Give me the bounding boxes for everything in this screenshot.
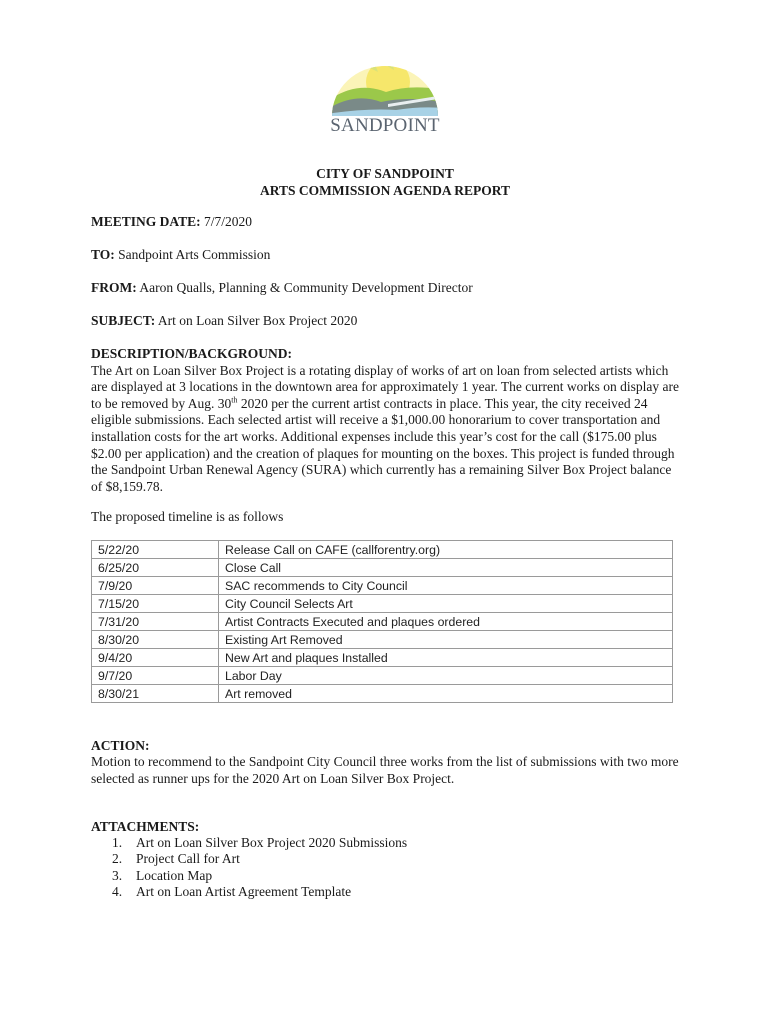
timeline-event: Close Call bbox=[219, 559, 673, 577]
list-item-number: 2. bbox=[112, 851, 123, 867]
timeline-date: 7/15/20 bbox=[92, 595, 219, 613]
logo-wordmark: SANDPOINT bbox=[330, 115, 440, 136]
timeline-event: Release Call on CAFE (callforentry.org) bbox=[219, 541, 673, 559]
table-row bbox=[92, 631, 673, 649]
timeline-date: 8/30/21 bbox=[92, 685, 219, 703]
action-heading bbox=[91, 738, 150, 754]
sandpoint-landscape-icon bbox=[326, 62, 444, 118]
list-item-text: Project Call for Art bbox=[136, 851, 240, 867]
list-item-text: Art on Loan Silver Box Project 2020 Submissions bbox=[136, 835, 408, 850]
list-item bbox=[112, 868, 407, 884]
description-text-2: 2020 per the current artist contracts in place. This year, the city received 24 eligible submissions. Each selected artist will receive a $1,000.00 honorarium to cover transportation and installation costs for the art works. Additional expenses include this year’s cost for the call ($175.00 plus $2.00 per application) and the creation of plaques for mounting on the boxes. This project is funded through the Sandpoint Urban Renewal Agency (SURA) which currently has a remaining Silver Box Project balance of $8,159.78. bbox=[91, 395, 675, 494]
to-label: TO: bbox=[91, 247, 115, 262]
timeline-date: 7/9/20 bbox=[92, 577, 219, 595]
table-row bbox=[92, 595, 673, 613]
timeline-date: 9/7/20 bbox=[92, 667, 219, 685]
timeline-event: Art removed bbox=[219, 685, 673, 703]
subject-value: Art on Loan Silver Box Project 2020 bbox=[157, 313, 358, 328]
table-row bbox=[92, 685, 673, 703]
timeline-event: City Council Selects Art bbox=[219, 595, 673, 613]
list-item bbox=[112, 851, 407, 867]
timeline-intro: The proposed timeline is as follows bbox=[91, 509, 284, 524]
table-row bbox=[92, 613, 673, 631]
table-row bbox=[92, 649, 673, 667]
description-text-1: The Art on Loan Silver Box Project is a rotating display of works of art on loan from selected artists which are displayed at 3 locations in the downtown area for approximately 1 year. The current works on display are to be removed by Aug. 30 bbox=[91, 362, 679, 411]
from-value: Aaron Qualls, Planning & Community Development Director bbox=[139, 280, 473, 295]
table-row bbox=[92, 559, 673, 577]
timeline-date: 8/30/20 bbox=[92, 631, 219, 649]
list-item-number: 3. bbox=[112, 867, 123, 883]
timeline-date: 9/4/20 bbox=[92, 649, 219, 667]
timeline-table bbox=[91, 540, 673, 703]
table-row bbox=[92, 541, 673, 559]
from-label: FROM: bbox=[91, 280, 137, 295]
subject-label: SUBJECT: bbox=[91, 313, 156, 328]
attachments-heading-text: ATTACHMENTS: bbox=[91, 819, 200, 834]
meeting-date bbox=[91, 214, 252, 230]
list-item-text: Art on Loan Artist Agreement Template bbox=[136, 884, 352, 900]
timeline-date: 6/25/20 bbox=[92, 559, 219, 577]
list-item bbox=[112, 884, 407, 900]
meeting-date-label: MEETING DATE: bbox=[91, 214, 201, 229]
timeline-event: SAC recommends to City Council bbox=[219, 577, 673, 595]
to-value: Sandpoint Arts Commission bbox=[118, 247, 271, 262]
header-city: CITY OF SANDPOINT bbox=[316, 166, 454, 181]
description-heading: DESCRIPTION/BACKGROUND: bbox=[91, 346, 293, 361]
to-line bbox=[91, 247, 270, 263]
action-heading-text: ACTION: bbox=[91, 738, 150, 753]
list-item-number: 4. bbox=[112, 884, 123, 900]
header-report-title: ARTS COMMISSION AGENDA REPORT bbox=[260, 183, 510, 198]
from-line bbox=[91, 280, 473, 296]
table-row bbox=[92, 667, 673, 685]
sandpoint-logo bbox=[326, 62, 444, 140]
timeline-event: Artist Contracts Executed and plaques ordered bbox=[219, 613, 673, 631]
attachments-heading bbox=[91, 819, 199, 835]
list-item-number: 1. bbox=[112, 835, 123, 850]
timeline-event: Existing Art Removed bbox=[219, 631, 673, 649]
description-sup: th bbox=[231, 395, 238, 405]
timeline-date: 7/31/20 bbox=[92, 613, 219, 631]
timeline-date: 5/22/20 bbox=[92, 541, 219, 559]
table-row bbox=[92, 577, 673, 595]
timeline-event: New Art and plaques Installed bbox=[219, 649, 673, 667]
subject-line bbox=[91, 313, 357, 329]
list-item bbox=[112, 835, 407, 851]
description-section bbox=[91, 346, 681, 495]
action-text: Motion to recommend to the Sandpoint City Council three works from the list of submissions with two more selected as runner ups for the 2020 Art on Loan Silver Box Project. bbox=[91, 754, 679, 786]
timeline-event: Labor Day bbox=[219, 667, 673, 685]
attachments-list bbox=[112, 835, 407, 901]
list-item-text: Location Map bbox=[136, 867, 213, 883]
meeting-date-value: 7/7/2020 bbox=[204, 214, 253, 229]
